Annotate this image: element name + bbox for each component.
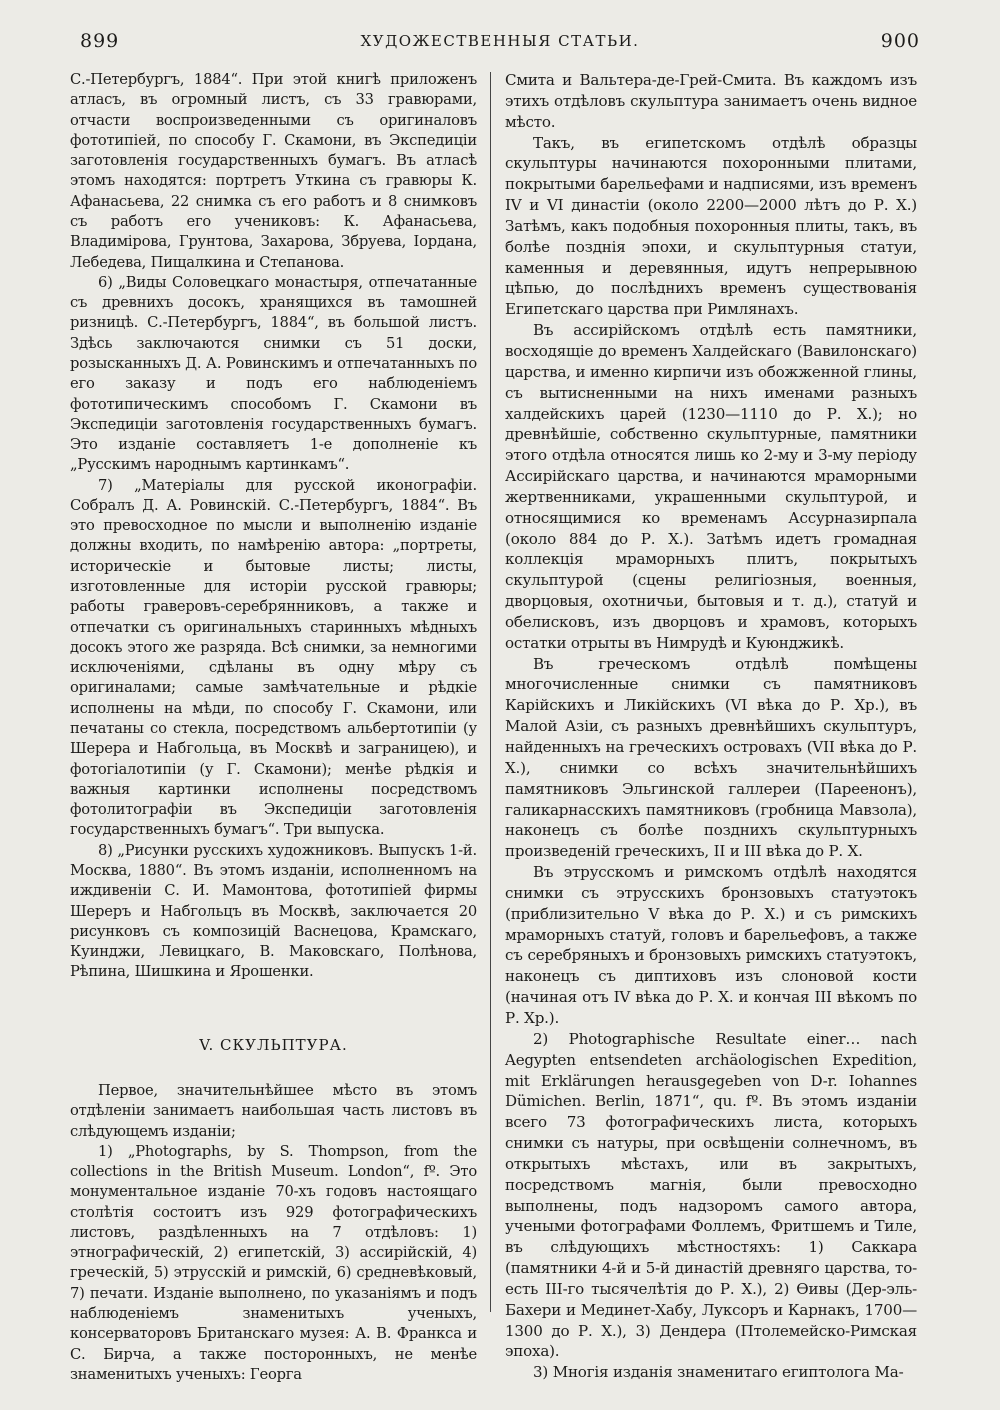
- paragraph: Въ этрусскомъ и римскомъ отдѣлѣ находятся снимки съ этрусскихъ бронзовыхъ статуэтокъ (приблизительно V вѣка до Р. Х.) и съ римскихъ мраморныхъ статуй, головъ и барельефовъ, а также съ серебряныхъ и бронзовыхъ римскихъ статуэтокъ, наконецъ съ диптиховъ изъ слоновой кости (начиная отъ IV вѣка до Р. Х. и кончая III вѣкомъ по Р. Хр.).: [505, 863, 917, 1027]
- paragraph: Въ ассирійскомъ отдѣлѣ есть памятники, восходящіе до временъ Халдейскаго (Вавилонскаго) царства, и именно кирпичи изъ обожженной глины, съ вытисненными на нихъ именами разныхъ халдейскихъ царей (1230—1110 до Р. Х.); но древнѣйшіе, собственно скульптурные, памятники этого отдѣла относятся лишь ко 2-му и 3-му періоду Ассирійскаго царства, и начинаются мраморными жертвенниками, украшенными скульптурой, и относящимися ко временамъ Ассурназирпала (около 884 до Р. Х.). Затѣмъ идетъ громадная коллекція мраморныхъ плитъ, покрытыхъ скульптурой (сцены религіозныя, военныя, дворцовыя, охотничьи, бытовыя и т. д.), статуй и обелисковъ, изъ дворцовъ и храмовъ, которыхъ остатки отрыты въ Нимрудѣ и Куюнджикѣ.: [505, 321, 917, 652]
- paragraph: 3) Многія изданія знаменитаго египтолога Ма-: [533, 1363, 904, 1382]
- page-header: [80, 30, 920, 56]
- paragraph: Въ греческомъ отдѣлѣ помѣщены многочисленные снимки съ памятниковъ Карійскихъ и Ликійскихъ (VI вѣка до Р. Хр.), въ Малой Азіи, съ разныхъ древнѣйшихъ скульптуръ, найденныхъ на греческихъ островахъ (VII вѣка до Р. Х.), снимки со всѣхъ значительнѣйшихъ памятниковъ Эльгинской галлереи (Пареенонъ), галикарнасскихъ памятниковъ (гробница Мавзола), наконецъ съ болѣе позднихъ скульптурныхъ произведеній греческихъ, II и III вѣка до Р. Х.: [505, 654, 917, 861]
- page-number-left: 899: [80, 30, 120, 52]
- paragraph: 2) Photographische Resultate einer… nach Aegypten entsendeten archäologischen Expedition, mit Erklärungen herausgegeben von D-r. Iohannes Dümichen. Berlin, 1871“, qu. fº. Въ этомъ изданіи всего 73 фотографическихъ листа, которыхъ снимки съ натуры, при освѣщеніи солнечномъ, въ открытыхъ мѣстахъ, или въ закрытыхъ, посредствомъ магнія, были превосходно выполнены, подъ надзоромъ самого автора, учеными фотографами Фоллемъ, Фритшемъ и Тиле, въ слѣдующихъ мѣстностяхъ: 1) Саккара (памятники 4-й и 5-й династій древняго царства, то-есть III-го тысячелѣтія до Р. Х.), 2) Өивы (Дер-эль-Бахери и Мединет-Хабу, Луксоръ и Карнакъ, 1700—1300 до Р. Х.), 3) Дендера (Птолемейско-Римская эпоха).: [505, 1029, 917, 1361]
- section-heading: V. СКУЛЬПТУРА.: [199, 1035, 348, 1054]
- paragraph: Смита и Вальтера-де-Грей-Смита. Въ каждомъ изъ этихъ отдѣловъ скульптура занимаетъ очень видное мѣсто.: [505, 71, 917, 131]
- paragraph: С.-Петербургъ, 1884“. При этой книгѣ приложенъ атласъ, въ огромный листъ, съ 33 гравюрами, отчасти воспроизведенными съ оригиналовъ фототипіей, по способу Г. Скамони, въ Экспедиціи заготовленія государственныхъ бумагъ. Въ атласѣ этомъ находятся: портретъ Уткина съ гравюры К. Афанасьева, 22 снимка съ его работъ и 8 снимковъ съ работъ его учениковъ: К. Афанасьева, Владимірова, Грунтова, Захарова, Збруева, Іордана, Лебедева, Пищалкина и Степанова.: [70, 71, 477, 271]
- paragraph: 8) „Рисунки русскихъ художниковъ. Выпускъ 1-й. Москва, 1880“. Въ этомъ изданіи, исполненномъ на иждивеніи С. И. Мамонтова, фототипіей фирмы Шереръ и Набгольцъ въ Москвѣ, заключается 20 рисунковъ съ композицій Васнецова, Крамскаго, Куинджи, Левицкаго, В. Маковскаго, Полѣнова, Рѣпина, Шишкина и Ярошенки.: [70, 841, 477, 981]
- right-column: [505, 70, 917, 1383]
- paragraph: 1) „Photographs, by S. Thompson, from the collections in the British Museum. London“, fº. Это монументальное изданіе 70-хъ годовъ настоящаго столѣтія состоитъ изъ 929 фотографическихъ листовъ, раздѣленныхъ на 7 отдѣловъ: 1) этнографическій, 2) египетскій, 3) ассирійскій, 4) греческій, 5) этрусскій и римскій, 6) средневѣковый, 7) печати. Изданіе выполнено, по указаніямъ и подъ наблюденіемъ знаменитыхъ ученыхъ, консерваторовъ Британскаго музея: А. В. Франкса и С. Бирча, а также посторонныхъ, не менѣе знаменитыхъ ученыхъ: Георга: [70, 1142, 477, 1383]
- left-column: [70, 70, 477, 1385]
- paragraph: Такъ, въ египетскомъ отдѣлѣ образцы скульптуры начинаются похоронными плитами, покрытыми барельефами и надписями, изъ временъ IV и VI династіи (около 2200—2000 лѣтъ до Р. Х.) Затѣмъ, какъ подобныя похоронныя плиты, такъ, въ болѣе позднія эпохи, и скульптурныя статуи, каменныя и деревянныя, идутъ непрерывною цѣпью, до послѣднихъ временъ существованія Египетскаго царства при Римлянахъ.: [505, 133, 917, 319]
- paragraph: Первое, значительнѣйшее мѣсто въ этомъ отдѣленіи занимаетъ наибольшая часть листовъ въ слѣдующемъ изданіи;: [70, 1081, 477, 1140]
- column-divider: [490, 72, 491, 1312]
- page-number-right: 900: [880, 30, 920, 52]
- running-title: ХУДОЖЕСТВЕННЫЯ СТАТЬИ.: [360, 32, 640, 50]
- paragraph: 7) „Матеріалы для русской иконографіи. Собралъ Д. А. Ровинскій. С.-Петербургъ, 1884“. Въ это превосходное по мысли и выполненію изданіе должны входить, по намѣренію автора: „портреты, историческіе и бытовые листы; листы, изготовленные для исторіи русской гравюры; работы граверовъ-серебрянниковъ, а также и отпечатки съ оригинальныхъ старинныхъ мѣдныхъ досокъ этого же разряда. Всѣ снимки, за немногими исключеніями, сдѣланы въ одну мѣру съ оригиналами; самые замѣчательные и рѣдкіе исполнены на мѣди, по способу Г. Скамони, или печатаны со стекла, посредствомъ альбертотипіи (у Шерера и Набгольца, въ Москвѣ и заграницею), и фотогіалотипіи (у Г. Скамони); менѣе рѣдкія и важныя картинки исполнены посредствомъ фотолитографіи въ Экспедиціи заготовленія государственныхъ бумагъ“. Три выпуска.: [70, 476, 477, 839]
- paragraph: 6) „Виды Соловецкаго монастыря, отпечатанные съ древнихъ досокъ, хранящихся въ тамошней ризницѣ. С.-Петербургъ, 1884“, въ большой листъ. Здѣсь заключаются снимки съ 51 доски, розысканныхъ Д. А. Ровинскимъ и отпечатанныхъ по его заказу и подъ его наблюденіемъ фототипическимъ способомъ Г. Скамони въ Экспедиціи заготовленія государственныхъ бумагъ. Это изданіе составляетъ 1-е дополненіе къ „Русскимъ народнымъ картинкамъ“.: [70, 273, 477, 474]
